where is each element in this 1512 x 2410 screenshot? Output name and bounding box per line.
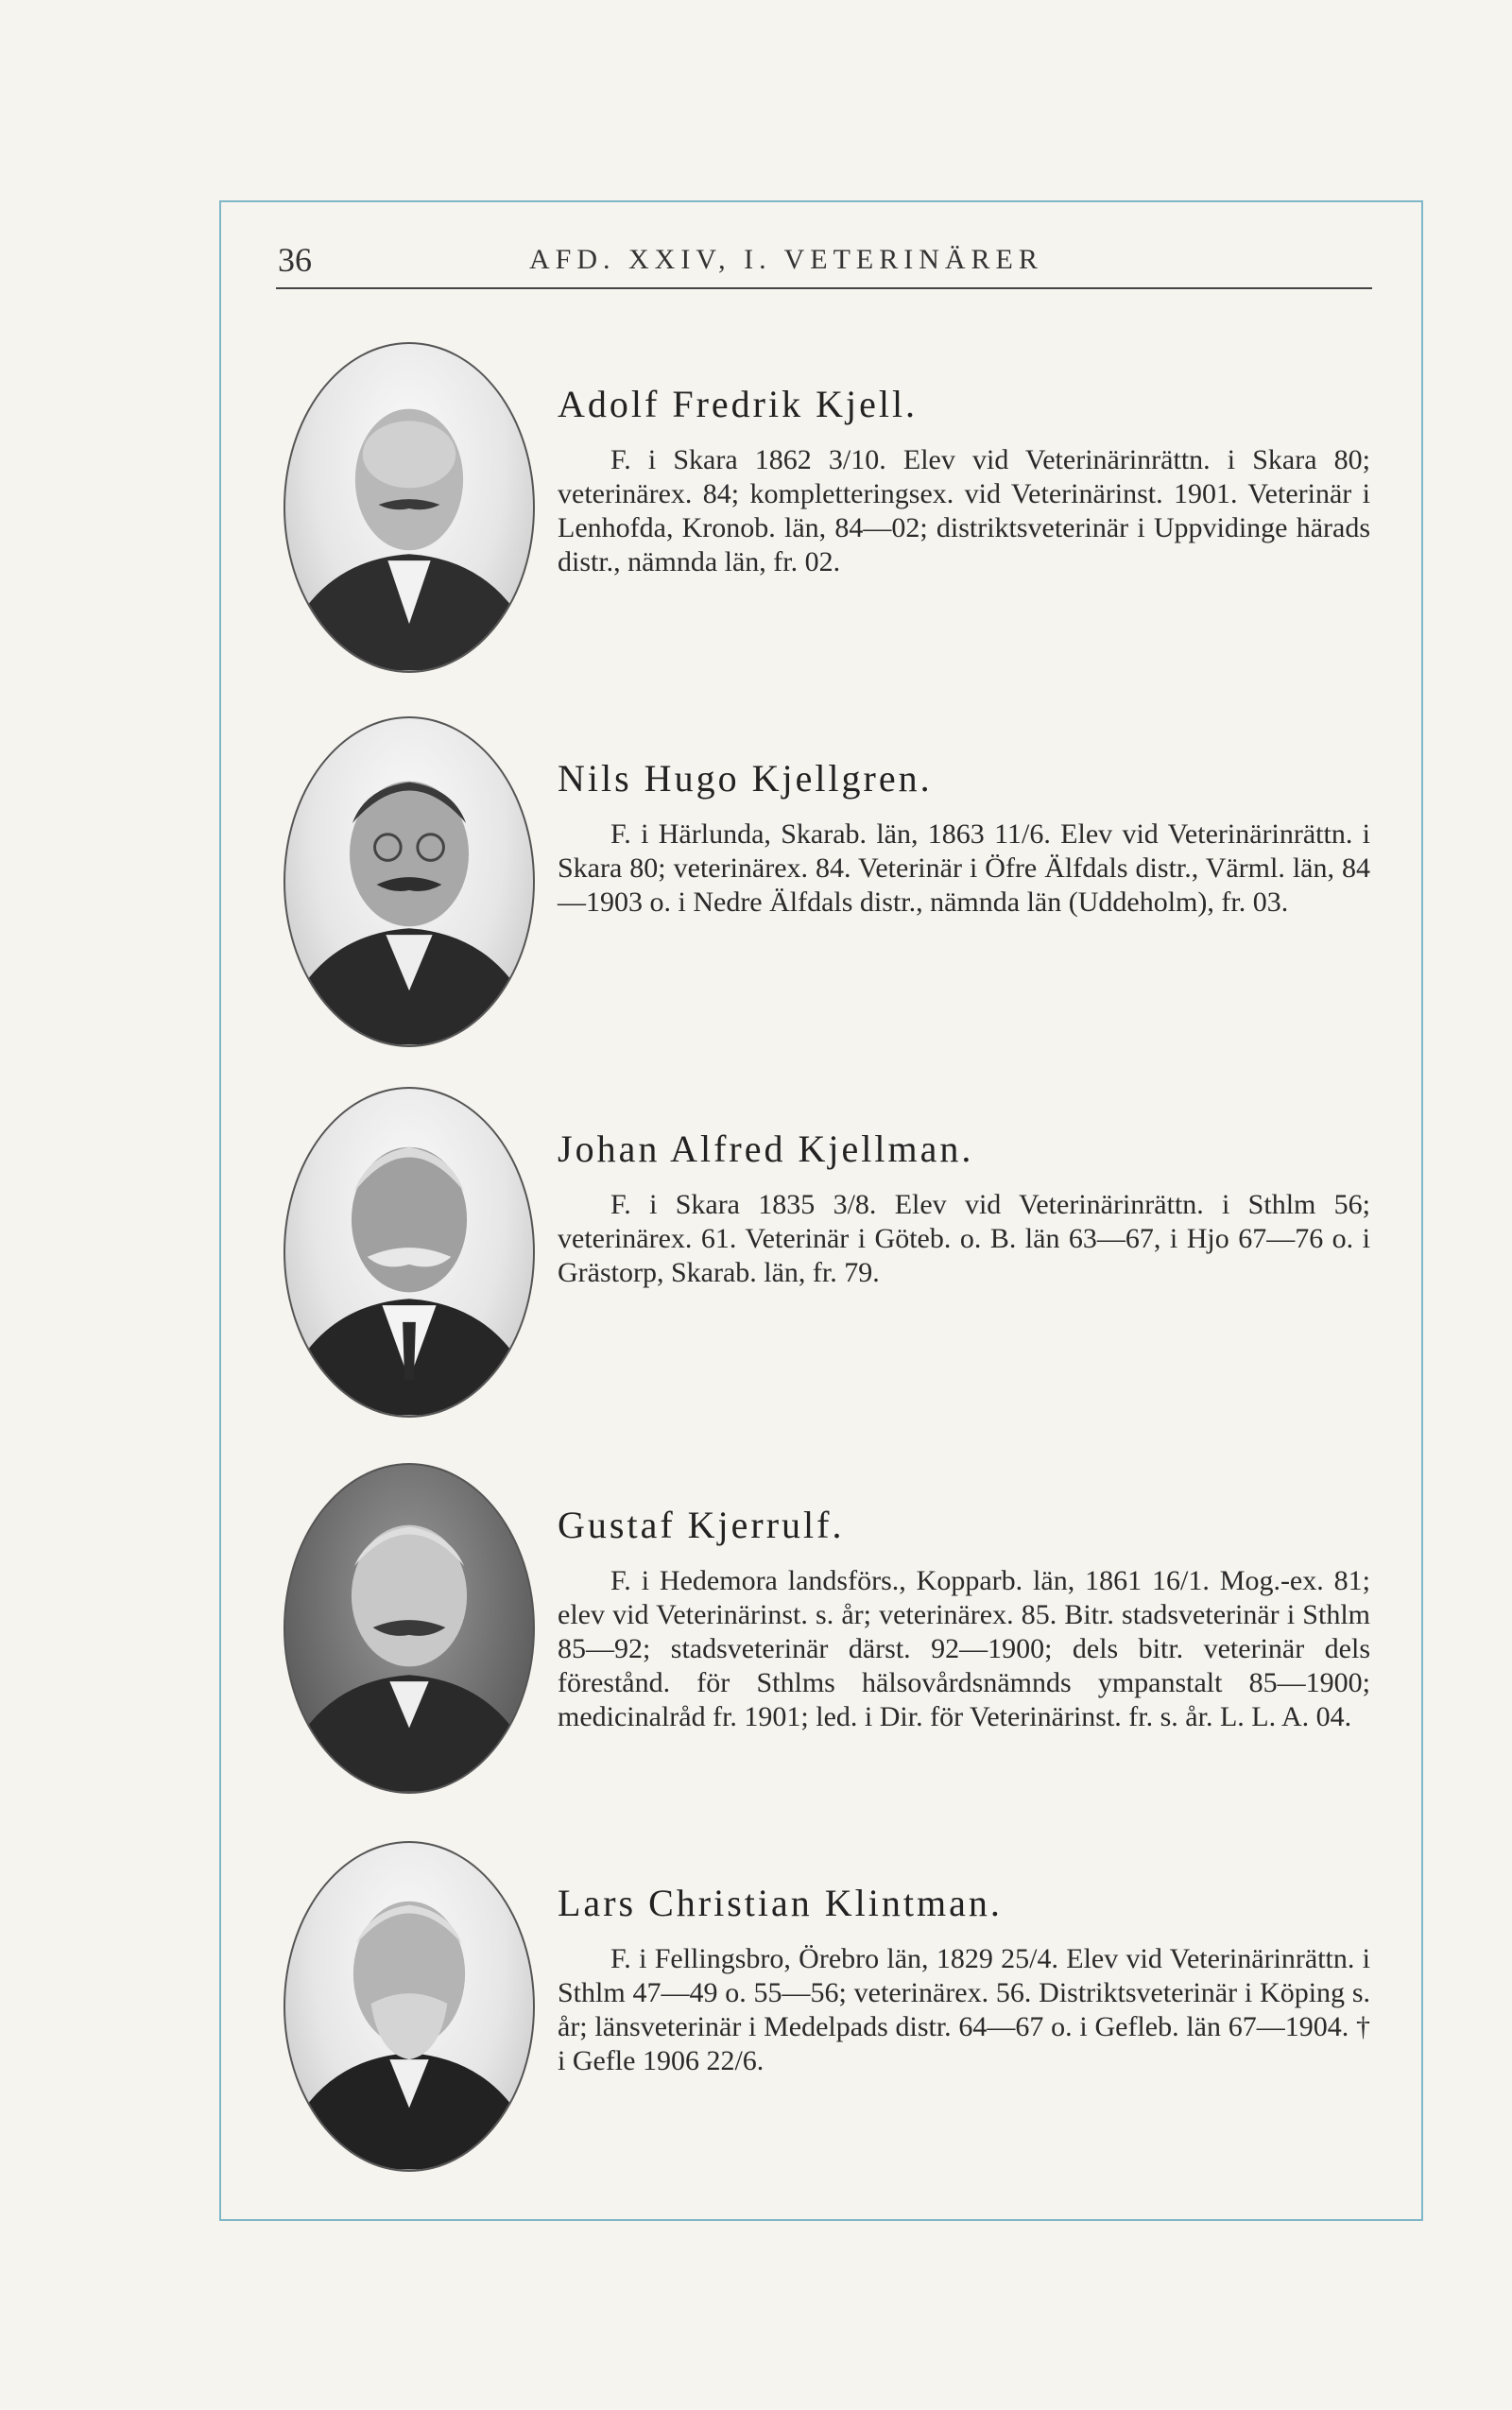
person-bio: F. i Fellingsbro, Örebro län, 1829 25/4. Elev vid Veterinärinrättn. i Sthlm 47—49 o. 55—56; veterinärex. 56. Distriktsveterinär i Köping s. år; länsveterinär i Medelpads distr. 64—67 o. i Gefleb. län 67—1904. † i Gefle 1906 22/6. bbox=[558, 1943, 1370, 2076]
person-name: Lars Christian Klintman. bbox=[558, 1882, 1003, 1924]
person-name: Gustaf Kjerrulf. bbox=[558, 1504, 845, 1546]
portrait-figure-icon bbox=[285, 344, 533, 671]
person-name: Johan Alfred Kjellman. bbox=[558, 1128, 974, 1170]
person-bio: F. i Hedemora landsförs., Kopparb. län, 1861 16/1. Mog.-ex. 81; elev vid Veterinärinst. s. år; veterinärex. 85. Bitr. stadsveterinär i Sthlm 85—92; stadsveterinär därst. 92—1900; dels bitr. veterinär dels förestånd. för Sthlms hälsovårdsnämnds ympanstalt 85—1900; medicinalråd fr. 1901; led. i Dir. för Veterinärinst. fr. s. år. L. L. A. 04. bbox=[558, 1565, 1370, 1732]
person-bio: F. i Skara 1862 3/10. Elev vid Veterinärinrättn. i Skara 80; veterinärex. 84; kompletteringsex. vid Veterinärinst. 1901. Veterinär i Lenhofda, Kronob. län, 84—02; distriktsveterinär i Uppvidinge härads distr., nämnda län, fr. 02. bbox=[558, 444, 1370, 577]
person-bio: F. i Härlunda, Skarab. län, 1863 11/6. Elev vid Veterinärinrättn. i Skara 80; veterinärex. 84. Veterinär i Öfre Älfdals distr., Värml. län, 84—1903 o. i Nedre Älfdals distr., nämnda län (Uddeholm), fr. 03. bbox=[558, 818, 1370, 918]
running-title: AFD. XXIV, I. VETERINÄRER bbox=[529, 244, 1043, 275]
portrait-photo bbox=[284, 1841, 535, 2172]
portrait-photo bbox=[284, 342, 535, 673]
portrait-photo bbox=[284, 1463, 535, 1794]
person-bio: F. i Skara 1835 3/8. Elev vid Veterinärinrättn. i Sthlm 56; veterinärex. 61. Veterinär i Göteb. o. B. län 63—67, i Hjo 67—76 o. i Grästorp, Skarab. län, fr. 79. bbox=[558, 1189, 1370, 1288]
page-header bbox=[276, 236, 1372, 289]
portrait-figure-icon bbox=[285, 1465, 533, 1792]
page-number: 36 bbox=[278, 241, 312, 279]
portrait-figure-icon bbox=[285, 1843, 533, 2170]
person-name: Adolf Fredrik Kjell. bbox=[558, 383, 919, 425]
portrait-photo bbox=[284, 716, 535, 1047]
person-name: Nils Hugo Kjellgren. bbox=[558, 757, 933, 800]
portrait-figure-icon bbox=[285, 1089, 533, 1416]
portrait-photo bbox=[284, 1087, 535, 1418]
portrait-figure-icon bbox=[285, 718, 533, 1045]
